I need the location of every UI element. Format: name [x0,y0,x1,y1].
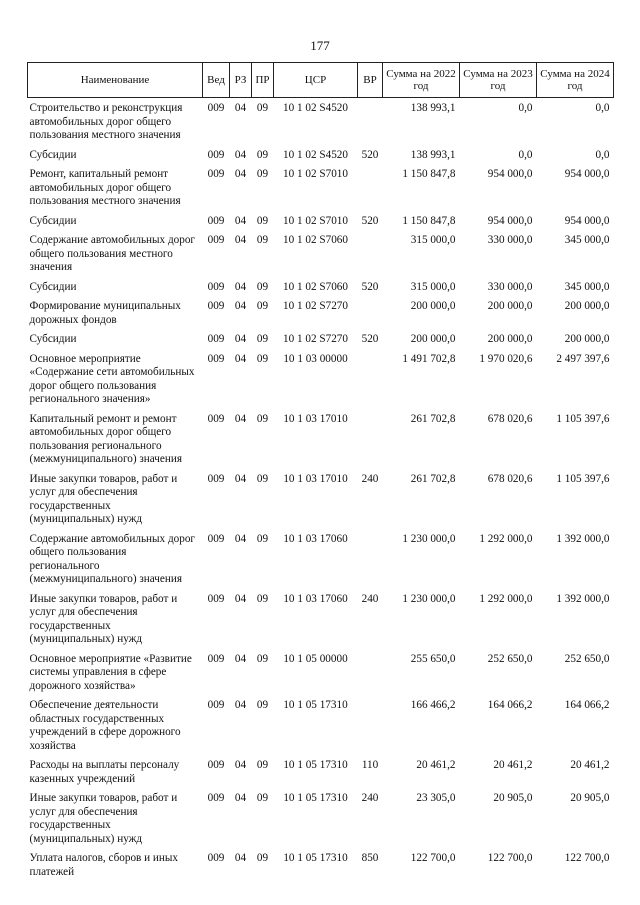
cell-sum-2023: 954 000,0 [487,168,533,180]
header-csr: ЦСР [274,63,358,98]
cell-ved: 009 [207,532,225,545]
header-sum-2023: Сумма на 2023 год [460,63,537,98]
cell-rz: 04 [234,532,247,545]
cell-rz: 04 [234,699,247,711]
cell-pr: 09 [256,352,269,365]
table-row [28,353,614,413]
cell-name: Уплата налогов, сборов и иных платежей [29,852,179,878]
page-number: 177 [310,38,330,53]
cell-sum-2023: 330 000,0 [487,234,533,246]
cell-csr: 10 1 02 S7010 [283,214,348,227]
cell-pr: 09 [256,333,269,345]
table-row [28,593,614,653]
cell-vr [358,168,383,215]
cell-sum-2022: 1 230 000,0 [402,592,456,605]
cell-sum-2023: 20 461,2 [493,759,533,771]
cell-sum-2024: 0,0 [595,148,610,161]
budget-table [27,62,614,885]
cell-sum-2024: 252 650,0 [564,652,610,665]
cell-name: Основное мероприятие «Содержание сети автомобильных дорог общего пользования регионального значения» [29,352,195,405]
cell-ved: 009 [207,699,225,711]
cell-vr: 240 [361,592,379,605]
header-pr: ПР [252,63,274,98]
table-row [28,98,614,149]
cell-sum-2022: 200 000,0 [410,333,456,345]
cell-ved: 009 [207,333,225,345]
cell-vr [358,353,383,413]
cell-sum-2023: 954 000,0 [487,214,533,227]
cell-sum-2022: 166 466,2 [410,699,456,711]
cell-pr: 09 [256,652,269,665]
cell-rz: 04 [234,352,247,365]
table-row [28,759,614,792]
table-row [28,281,614,301]
table-row [28,234,614,281]
cell-sum-2024: 20 905,0 [570,792,610,804]
cell-name: Ремонт, капитальный ремонт автомобильных дорог общего пользования местного значения [29,168,181,207]
cell-rz: 04 [234,412,247,425]
cell-name: Иные закупки товаров, работ и услуг для обеспечения государственных (муниципальных) нужд [29,472,178,525]
table-row [28,215,614,235]
cell-rz: 04 [234,852,247,864]
cell-rz: 04 [234,472,247,485]
cell-name: Расходы на выплаты персоналу казенных учреждений [29,759,180,785]
cell-rz: 04 [234,168,247,180]
cell-sum-2024: 954 000,0 [564,214,610,227]
header-ved: Вед [203,63,230,98]
cell-ved: 009 [207,168,225,180]
cell-pr: 09 [256,102,269,114]
table-body [28,98,614,886]
cell-ved: 009 [207,280,225,293]
cell-name: Обеспечение деятельности областных государственных учреждений в сфере дорожного хозяйства [29,699,181,752]
cell-rz: 04 [234,214,247,227]
cell-name: Субсидии [29,280,77,293]
cell-sum-2024: 2 497 397,6 [556,352,610,365]
cell-ved: 009 [207,352,225,365]
cell-sum-2022: 23 305,0 [416,792,456,804]
cell-sum-2023: 122 700,0 [487,852,533,864]
cell-vr [358,533,383,593]
cell-name: Иные закупки товаров, работ и услуг для обеспечения государственных (муниципальных) нужд [29,792,178,845]
table-row [28,168,614,215]
cell-sum-2023: 200 000,0 [487,333,533,345]
cell-rz: 04 [234,333,247,345]
cell-sum-2023: 20 905,0 [493,792,533,804]
cell-pr: 09 [256,168,269,180]
table-header [28,63,614,98]
cell-name: Формирование муниципальных дорожных фондов [29,300,181,326]
header-sum-2024: Сумма на 2024 год [537,63,614,98]
cell-sum-2023: 678 020,6 [487,412,533,425]
cell-vr [358,413,383,473]
cell-sum-2024: 1 105 397,6 [556,412,610,425]
cell-ved: 009 [207,652,225,665]
cell-vr: 110 [361,759,379,771]
cell-sum-2022: 122 700,0 [410,852,456,864]
cell-sum-2023: 200 000,0 [487,300,533,312]
cell-sum-2023: 0,0 [518,148,533,161]
cell-csr: 10 1 02 S4520 [283,102,348,114]
cell-sum-2022: 261 702,8 [410,412,456,425]
cell-sum-2022: 1 150 847,8 [402,168,456,180]
cell-pr: 09 [256,234,269,246]
cell-rz: 04 [234,652,247,665]
cell-sum-2024: 20 461,2 [570,759,610,771]
cell-vr: 850 [361,852,379,864]
cell-name: Субсидии [29,214,77,227]
cell-csr: 10 1 02 S7010 [283,168,348,180]
cell-ved: 009 [207,759,225,771]
table-row [28,653,614,700]
cell-pr: 09 [256,280,269,293]
cell-sum-2024: 345 000,0 [564,234,610,246]
cell-pr: 09 [256,759,269,771]
cell-csr: 10 1 02 S7060 [283,234,348,246]
table-row [28,473,614,533]
header-sum-2022: Сумма на 2022 год [383,63,460,98]
cell-sum-2023: 0,0 [518,102,533,114]
cell-ved: 009 [207,214,225,227]
cell-sum-2022: 315 000,0 [410,234,456,246]
cell-sum-2022: 315 000,0 [410,280,456,293]
cell-sum-2022: 138 993,1 [410,148,456,161]
cell-pr: 09 [256,472,269,485]
cell-csr: 10 1 05 17310 [283,699,348,711]
cell-ved: 009 [207,102,225,114]
cell-sum-2023: 1 292 000,0 [479,592,533,605]
cell-sum-2024: 1 105 397,6 [556,472,610,485]
table-row [28,413,614,473]
cell-sum-2023: 330 000,0 [487,280,533,293]
cell-vr [358,98,383,149]
cell-sum-2024: 1 392 000,0 [556,592,610,605]
cell-sum-2024: 1 392 000,0 [556,532,610,545]
cell-pr: 09 [256,214,269,227]
cell-sum-2022: 138 993,1 [410,102,456,114]
cell-csr: 10 1 03 00000 [283,352,348,365]
cell-pr: 09 [256,792,269,804]
cell-pr: 09 [256,148,269,161]
cell-sum-2022: 1 230 000,0 [402,532,456,545]
cell-pr: 09 [256,300,269,312]
cell-rz: 04 [234,102,247,114]
cell-name: Содержание автомобильных дорог общего пользования регионального (межмуниципального) значения [29,532,196,585]
cell-sum-2022: 20 461,2 [416,759,456,771]
cell-name: Основное мероприятие «Развитие системы управления в сфере дорожного хозяйства» [29,652,192,692]
cell-csr: 10 1 02 S7270 [283,333,348,345]
cell-sum-2022: 1 150 847,8 [402,214,456,227]
cell-ved: 009 [207,472,225,485]
cell-name: Капитальный ремонт и ремонт автомобильных дорог общего пользования регионального (межмуниципального) значения [29,412,182,465]
cell-vr [358,653,383,700]
cell-sum-2023: 1 292 000,0 [479,532,533,545]
cell-vr: 240 [361,792,379,804]
header-name: Наименование [28,63,203,98]
cell-ved: 009 [207,412,225,425]
cell-rz: 04 [234,280,247,293]
cell-sum-2024: 122 700,0 [564,852,610,864]
cell-csr: 10 1 02 S7060 [283,280,348,293]
cell-ved: 009 [207,300,225,312]
cell-csr: 10 1 03 17060 [283,592,348,605]
cell-ved: 009 [207,234,225,246]
cell-csr: 10 1 02 S7270 [283,300,348,312]
cell-csr: 10 1 03 17060 [283,532,348,545]
cell-csr: 10 1 03 17010 [283,472,348,485]
cell-sum-2024: 164 066,2 [564,699,610,711]
cell-ved: 009 [207,852,225,864]
cell-csr: 10 1 05 17310 [283,792,348,804]
cell-rz: 04 [234,592,247,605]
cell-vr [358,234,383,281]
cell-sum-2022: 255 650,0 [410,652,456,665]
cell-sum-2023: 1 970 020,6 [479,352,533,365]
cell-sum-2022: 200 000,0 [410,300,456,312]
table-row [28,333,614,353]
cell-vr [358,300,383,333]
table-row [28,699,614,759]
cell-sum-2024: 954 000,0 [564,168,610,180]
header-vr: ВР [358,63,383,98]
table-row [28,300,614,333]
cell-csr: 10 1 05 17310 [283,759,348,771]
cell-pr: 09 [256,852,269,864]
cell-sum-2024: 345 000,0 [564,280,610,293]
cell-csr: 10 1 03 17010 [283,412,348,425]
cell-pr: 09 [256,412,269,425]
cell-csr: 10 1 02 S4520 [283,148,348,161]
cell-rz: 04 [234,234,247,246]
cell-rz: 04 [234,792,247,804]
cell-sum-2023: 678 020,6 [487,472,533,485]
cell-vr: 520 [361,214,379,227]
cell-name: Содержание автомобильных дорог общего пользования местного значения [29,234,196,273]
cell-vr: 240 [361,472,379,485]
cell-ved: 009 [207,792,225,804]
cell-sum-2022: 1 491 702,8 [402,352,456,365]
cell-sum-2022: 261 702,8 [410,472,456,485]
table-row [28,792,614,852]
cell-ved: 009 [207,592,225,605]
cell-sum-2024: 200 000,0 [564,300,610,312]
table-row [28,149,614,169]
cell-rz: 04 [234,300,247,312]
cell-vr: 520 [361,280,379,293]
cell-sum-2023: 252 650,0 [487,652,533,665]
header-rz: РЗ [230,63,252,98]
table-row [28,852,614,885]
cell-rz: 04 [234,148,247,161]
cell-rz: 04 [234,759,247,771]
cell-vr: 520 [361,333,379,345]
cell-ved: 009 [207,148,225,161]
cell-name: Субсидии [29,333,77,345]
cell-vr [358,699,383,759]
cell-sum-2024: 0,0 [595,102,610,114]
table-row [28,533,614,593]
cell-sum-2024: 200 000,0 [564,333,610,345]
cell-name: Строительство и реконструкция автомобильных дорог общего пользования местного значения [29,102,183,141]
cell-csr: 10 1 05 17310 [283,852,348,864]
cell-pr: 09 [256,532,269,545]
cell-name: Субсидии [29,148,77,161]
cell-sum-2023: 164 066,2 [487,699,533,711]
cell-pr: 09 [256,699,269,711]
cell-vr: 520 [361,148,379,161]
cell-pr: 09 [256,592,269,605]
cell-name: Иные закупки товаров, работ и услуг для обеспечения государственных (муниципальных) нужд [29,592,178,645]
cell-csr: 10 1 05 00000 [283,652,348,665]
